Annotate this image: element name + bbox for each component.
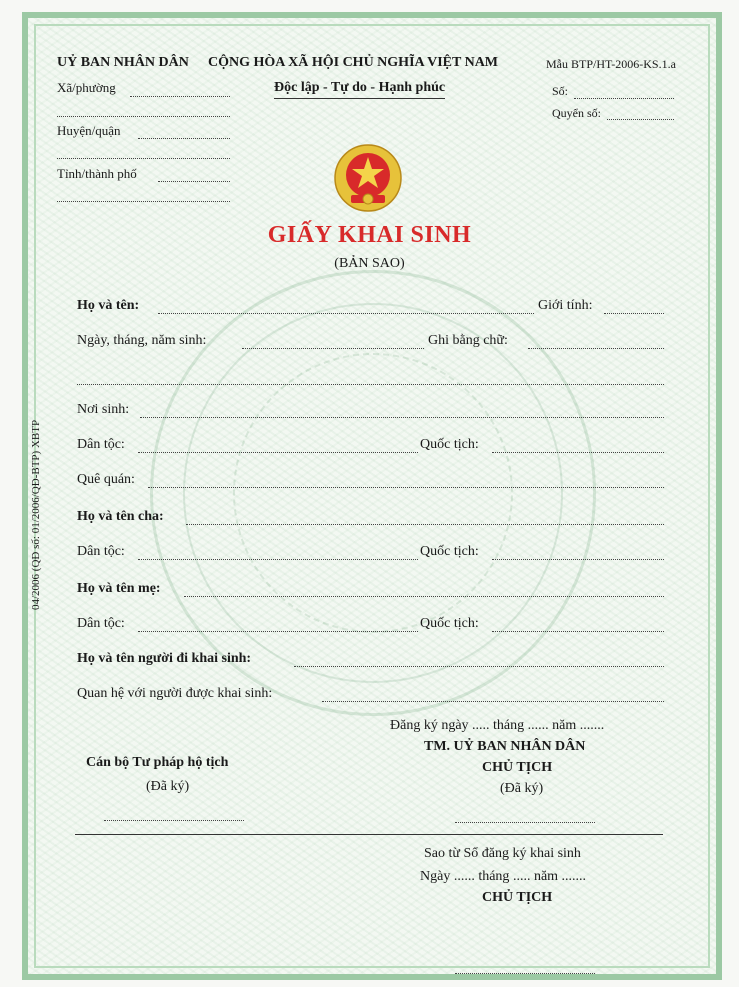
ward-dots-2 xyxy=(57,116,230,117)
chairman-signed: (Đã ký) xyxy=(500,781,544,796)
mother-name-label: Họ và tên mẹ: xyxy=(77,581,161,596)
ward-dots xyxy=(130,96,230,97)
chairman-signature-line xyxy=(455,822,595,823)
full-name-field[interactable] xyxy=(158,313,534,314)
province-dots-2 xyxy=(57,201,230,202)
number-label: Số: xyxy=(552,84,569,98)
father-ethnicity-field[interactable] xyxy=(138,559,418,560)
declarant-label: Họ và tên người đi khai sinh: xyxy=(77,651,252,666)
declarant-field[interactable] xyxy=(294,666,664,667)
birthplace-field[interactable] xyxy=(140,417,664,418)
book-label: Quyển số: xyxy=(552,106,601,120)
father-name-label: Họ và tên cha: xyxy=(77,509,164,524)
father-name-field[interactable] xyxy=(186,524,664,525)
relation-field[interactable] xyxy=(322,701,664,702)
father-ethnicity-label: Dân tộc: xyxy=(77,544,125,559)
mother-ethnicity-label: Dân tộc: xyxy=(77,616,125,631)
book-dots xyxy=(607,119,674,120)
full-name-label: Họ và tên: xyxy=(77,298,140,313)
copy-month-label: tháng xyxy=(478,869,510,884)
document-subtitle: (BẢN SAO) xyxy=(334,256,405,271)
copy-chairman-title: CHỦ TỊCH xyxy=(482,890,553,905)
authority-label: UỶ BAN NHÂN DÂN xyxy=(57,55,189,70)
mother-nationality-field[interactable] xyxy=(492,631,664,632)
dob-words-label: Ghi bằng chữ: xyxy=(428,333,508,348)
district-dots xyxy=(138,138,230,139)
copy-year-label: năm xyxy=(533,869,559,884)
reg-month-label: tháng xyxy=(493,718,525,733)
hometown-label: Quê quán: xyxy=(77,472,135,487)
watermark-seal xyxy=(150,270,596,716)
chairman-title: CHỦ TỊCH xyxy=(482,760,553,775)
dob-field[interactable] xyxy=(242,348,424,349)
registration-date: Đăng ký ngày ..... tháng ...... năm ....... xyxy=(390,718,605,733)
district-dots-2 xyxy=(57,158,230,159)
dob-words-field-2[interactable] xyxy=(77,384,664,385)
officer-signed: (Đã ký) xyxy=(146,779,190,794)
copy-signature-line xyxy=(455,973,595,974)
birthplace-label: Nơi sinh: xyxy=(77,402,130,417)
form-code: Mẫu BTP/HT-2006-KS.1.a xyxy=(546,57,676,71)
relation-label: Quan hệ với người được khai sinh: xyxy=(77,686,273,701)
copied-from-text: Sao từ Sổ đăng ký khai sinh xyxy=(424,846,581,861)
father-nationality-label: Quốc tịch: xyxy=(420,544,479,559)
nationality-label: Quốc tịch: xyxy=(420,437,479,452)
mother-ethnicity-field[interactable] xyxy=(138,631,418,632)
document-title: GIẤY KHAI SINH xyxy=(267,222,472,248)
reg-date-prefix: Đăng ký ngày xyxy=(390,718,469,733)
gender-label: Giới tính: xyxy=(538,298,593,313)
country-name: CỘNG HÒA XÃ HỘI CHỦ NGHĨA VIỆT NAM xyxy=(208,55,499,70)
national-emblem-icon xyxy=(333,143,403,213)
motto: Độc lập - Tự do - Hạnh phúc xyxy=(274,80,445,99)
province-label: Tỉnh/thành phố xyxy=(57,166,137,181)
copy-date: Ngày ...... tháng ..... năm ....... xyxy=(420,869,587,884)
nationality-field[interactable] xyxy=(492,452,664,453)
committee-title: TM. UỶ BAN NHÂN DÂN xyxy=(424,739,586,754)
hometown-field[interactable] xyxy=(148,487,664,488)
father-nationality-field[interactable] xyxy=(492,559,664,560)
ethnicity-field[interactable] xyxy=(138,452,418,453)
reg-year-label: năm xyxy=(552,718,577,733)
ethnicity-label: Dân tộc: xyxy=(77,437,125,452)
officer-signature-line xyxy=(104,820,244,821)
province-dots xyxy=(158,181,230,182)
dob-label: Ngày, tháng, năm sinh: xyxy=(77,333,207,348)
district-label: Huyện/quận xyxy=(57,123,121,138)
mother-name-field[interactable] xyxy=(184,596,664,597)
gender-field[interactable] xyxy=(604,313,664,314)
officer-title: Cán bộ Tư pháp hộ tịch xyxy=(86,755,229,770)
side-legal-reference: 04/2006 (QĐ số: 01/2006/QĐ-BTP) XBTP xyxy=(30,419,42,610)
divider-line xyxy=(75,834,663,835)
dob-words-field[interactable] xyxy=(528,348,664,349)
mother-nationality-label: Quốc tịch: xyxy=(420,616,479,631)
ward-label: Xã/phường xyxy=(57,80,116,95)
copy-day-label: Ngày xyxy=(420,869,451,884)
number-dots xyxy=(574,98,674,99)
